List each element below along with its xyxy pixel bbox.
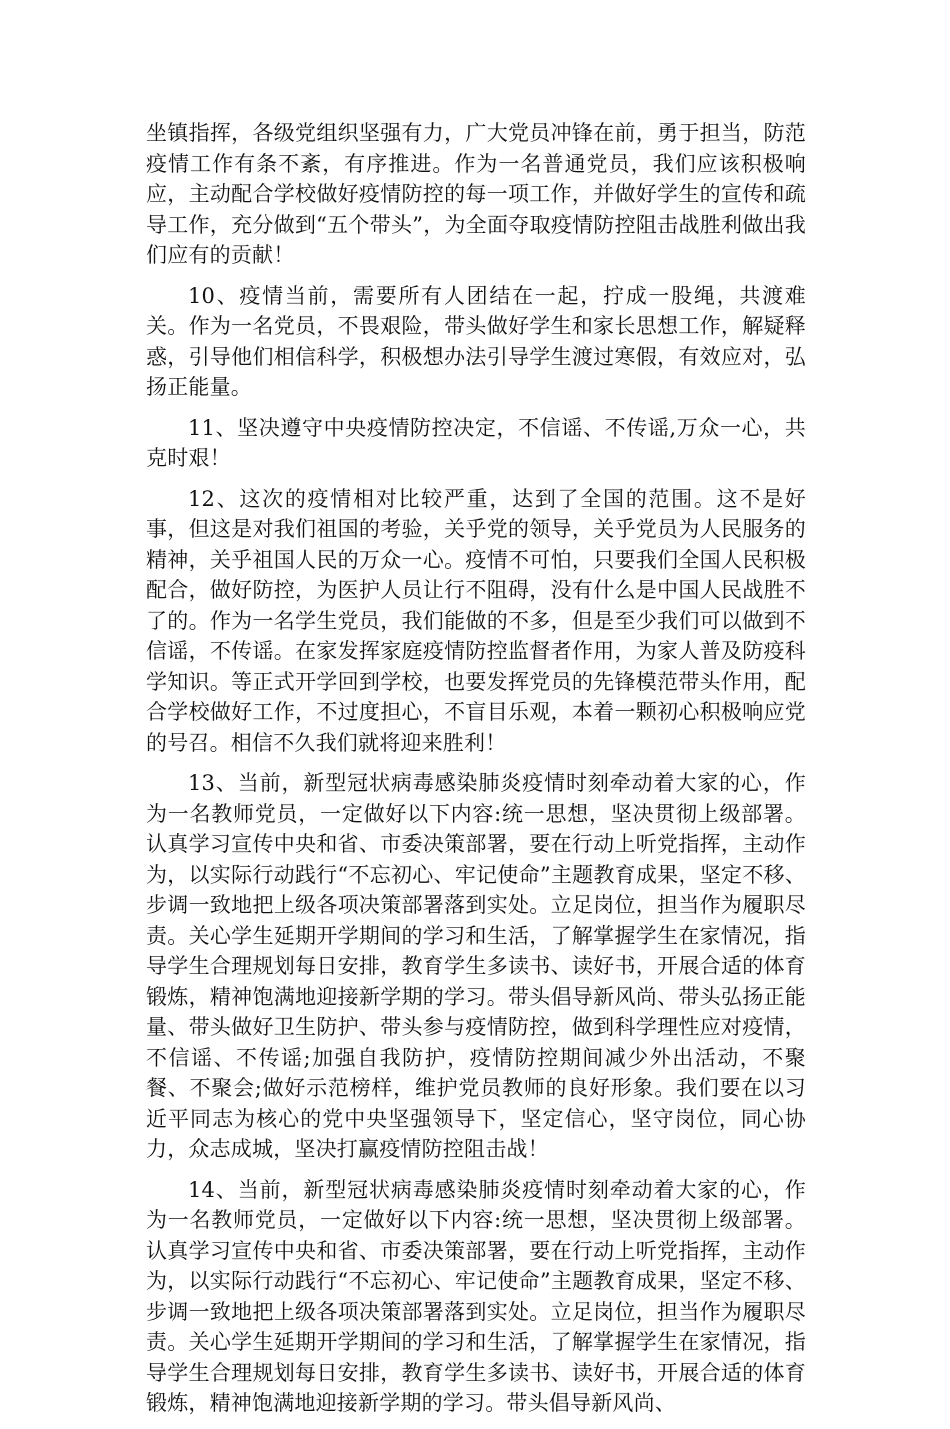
paragraph-11: 11、坚决遵守中央疫情防控决定，不信谣、不传谣,万众一心，共克时艰！ bbox=[146, 415, 806, 470]
paragraph-14: 14、当前，新型冠状病毒感染肺炎疫情时刻牵动着大家的心，作为一名教师党员，一定做好以下内容:统一思想，坚决贯彻上级部署。认真学习宣传中央和省、市委决策部署，要在行动上听党指挥，主动作为，以实际行动践行“不忘初心、牢记使命”主题教育成果，坚定不移、步调一致地把上级各项决策部署落到实处。立足岗位，担当作为履职尽责。关心学生延期开学期间的学习和生活，了解掌握学生在家情况，指导学生合理规划每日安排，教育学生多读书、读好书，开展合适的体育锻炼，精神饱满地迎接新学期的学习。带头倡导新风尚、 bbox=[146, 1177, 806, 1415]
paragraph-10: 10、疫情当前，需要所有人团结在一起，拧成一股绳，共渡难关。作为一名党员，不畏艰险，带头做好学生和家长思想工作，解疑释惑，引导他们相信科学，积极想办法引导学生渡过寒假，有效应对，弘扬正能量。 bbox=[146, 283, 806, 399]
paragraph-12: 12、这次的疫情相对比较严重，达到了全国的范围。这不是好事，但这是对我们祖国的考验，关乎党的领导，关乎党员为人民服务的精神，关乎祖国人民的万众一心。疫情不可怕，只要我们全国人民积极配合，做好防控，为医护人员让行不阻碍，没有什么是中国人民战胜不了的。作为一名学生党员，我们能做的不多，但是至少我们可以做到不信谣，不传谣。在家发挥家庭疫情防控监督者作用，为家人普及防疫科学知识。等正式开学回到学校，也要发挥党员的先锋模范带头作用，配合学校做好工作，不过度担心，不盲目乐观，本着一颗初心积极响应党的号召。相信不久我们就将迎来胜利！ bbox=[146, 486, 806, 755]
paragraph-continuation: 坐镇指挥，各级党组织坚强有力，广大党员冲锋在前，勇于担当，防范疫情工作有条不紊，有序推进。作为一名普通党员，我们应该积极响应，主动配合学校做好疫情防控的每一项工作，并做好学生的宣传和疏导工作，充分做到“五个带头”，为全面夺取疫情防控阻击战胜利做出我们应有的贡献！ bbox=[146, 121, 806, 267]
document-body bbox=[146, 118, 806, 1429]
paragraph-13: 13、当前，新型冠状病毒感染肺炎疫情时刻牵动着大家的心，作为一名教师党员，一定做好以下内容:统一思想，坚决贯彻上级部署。认真学习宣传中央和省、市委决策部署，要在行动上听党指挥，主动作为，以实际行动践行“不忘初心、牢记使命”主题教育成果，坚定不移、步调一致地把上级各项决策部署落到实处。立足岗位，担当作为履职尽责。关心学生延期开学期间的学习和生活，了解掌握学生在家情况，指导学生合理规划每日安排，教育学生多读书、读好书，开展合适的体育锻炼，精神饱满地迎接新学期的学习。带头倡导新风尚、带头弘扬正能量、带头做好卫生防护、带头参与疫情防控，做到科学理性应对疫情，不信谣、不传谣;加强自我防护，疫情防控期间减少外出活动，不聚餐、不聚会;做好示范榜样，维护党员教师的良好形象。我们要在以习近平同志为核心的党中央坚强领导下，坚定信心，坚守岗位，同心协力，众志成城，坚决打赢疫情防控阻击战！ bbox=[146, 771, 806, 1161]
